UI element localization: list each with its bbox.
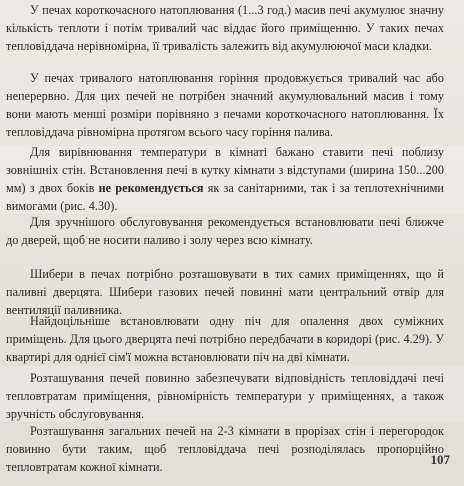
paragraph-3 [6, 143, 444, 215]
paragraph-2: У печах тривалого натоплювання горіння продовжується тривалий час або неперервно. Для цих печей не потрібен значний акумулювальний масив і тому вони мають менші розміри порівняно з печами короткочасного натоплювання. Їх тепловіддача рівномірна протягом всього часу горіння палива. [6, 71, 444, 139]
page-number: 107 [430, 452, 450, 467]
paragraph-3-text-after: як за санітарними, так і за теплотехнічними вимогами (рис. 4.30). [6, 181, 444, 213]
paragraph-5: Шибери в печах потрібно розташовувати в тих самих приміщеннях, що й паливні дверцята. Шибери газових печей повинні мати центральний отвір для вентиляції паливника. [6, 267, 444, 317]
paragraph-7: Розташування печей повинно забезпечувати відповідність тепловіддачі печі тепловтратам приміщення, рівномірність температури у приміщеннях, а також зручність обслуговування. [6, 371, 444, 421]
paragraph-6: Найдоцільніше встановлювати одну піч для опалення двох суміжних приміщень. Для цього дверцята печі потрібно передбачати в коридорі (рис. 4.29). У квартирі для однієї сім'ї можна встановлювати піч на дві кімнати. [6, 314, 444, 364]
paragraph-8: Розташування загальних печей на 2-3 кімнати в прорізах стін і перегородок повинно бути таким, щоб тепловіддача печі розподілялась пропорційно тепловтратам кожної кімнати. [6, 424, 444, 474]
paragraph-3-text-before: Для вирівнювання температури в кімнаті бажано ставити печі поблизу зовнішніх стін. Встановлення печі в кутку кімнати з відступами (ширина 150...200 мм) з двох боків [6, 145, 444, 195]
paragraph-4: Для зручнішого обслуговування рекомендується встановлювати печі ближче до дверей, щоб не носити паливо і золу через всю кімнату. [6, 215, 444, 247]
paragraph-1: У печах короткочасного натоплювання (1...3 год.) масив печі акумулює значну кількість теплоти і потім тривалий час віддає його приміщенню. У таких печах тепловіддача нерівномірна, її тривалість залежить від акумулюючої маси кладки. [6, 3, 444, 53]
paragraph-3-emphasis: не рекомендується [98, 181, 204, 195]
